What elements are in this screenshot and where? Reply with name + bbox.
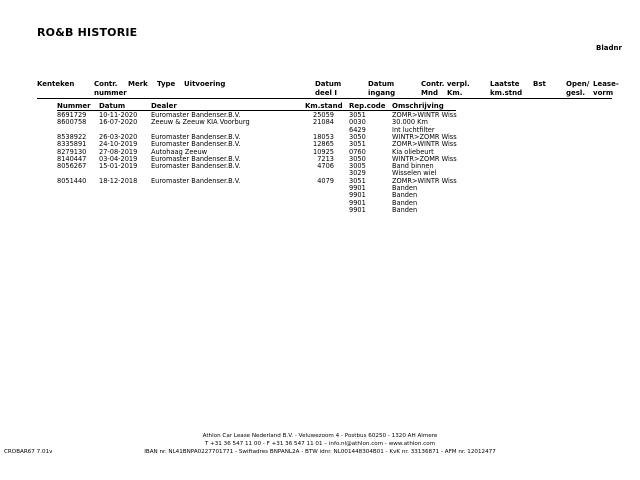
cell-datum: 24-10-2019 [99, 140, 138, 149]
header-uitvoering [184, 80, 225, 89]
header-datum_deel [315, 80, 341, 98]
cell-nummer: 8056267 [57, 162, 87, 171]
cell-km: 4706 [317, 162, 334, 171]
cell-code: 3051 [349, 111, 366, 119]
cell-dealer: Euromaster Bandenser.B.V. [151, 154, 241, 163]
header-lease [593, 80, 619, 98]
header-merk-line1: Merk [128, 80, 148, 88]
cell-dealer: Autohaag Zeeuw [151, 147, 208, 156]
header-datum_ingang [368, 80, 395, 98]
cell-nummer: 8140447 [57, 154, 87, 163]
header-divider [37, 98, 612, 99]
cell-dealer: Euromaster Bandenser.B.V. [151, 111, 241, 119]
header-type [157, 80, 175, 89]
cell-code: 0760 [349, 147, 366, 156]
cell-datum: 26-03-2020 [99, 132, 138, 141]
subheader-nummer: Nummer [57, 102, 91, 110]
cell-nummer: 8335891 [57, 140, 87, 149]
header-open-line2: gesl. [566, 89, 585, 97]
header-contr-line2: nummer [94, 89, 127, 97]
header-datum_ingang-line2: ingang [368, 89, 396, 97]
header-merk [128, 80, 148, 89]
cell-code: 3050 [349, 154, 366, 163]
cell-code: 3051 [349, 176, 366, 185]
cell-datum: 16-07-2020 [99, 118, 138, 127]
cell-omschr: Banden [392, 205, 418, 214]
cell-km: 10925 [313, 147, 334, 156]
cell-km: 25059 [313, 111, 334, 119]
cell-omschr: Banden [392, 191, 418, 200]
header-laatste [490, 80, 522, 98]
cell-omschr: WINTR>ZOMR Wiss [392, 132, 457, 141]
header-lease-line1: Lease- [593, 80, 619, 88]
cell-km: 18053 [313, 132, 334, 141]
cell-km: 12865 [313, 140, 334, 149]
header-km-line1 [447, 80, 462, 89]
cell-omschr: Wisselen wiel [392, 169, 437, 178]
subheader-repcode: Rep.code [349, 102, 386, 110]
cell-code: 6429 [349, 125, 366, 134]
cell-dealer: Euromaster Bandenser.B.V. [151, 132, 241, 141]
cell-omschr: Banden [392, 184, 418, 192]
header-mnd [421, 80, 438, 98]
cell-dealer: Euromaster Bandenser.B.V. [151, 176, 241, 185]
page-number-label: Bladnr [596, 44, 622, 52]
cell-nummer: 8051440 [57, 176, 87, 185]
cell-datum: 18-12-2018 [99, 176, 138, 185]
cell-omschr: Int luchtfilter [392, 125, 435, 134]
report-title: RO&B HISTORIE [37, 26, 138, 39]
cell-nummer: 8691729 [57, 111, 87, 119]
cell-nummer: 8538922 [57, 132, 87, 141]
header-open-line1: Open/ [566, 80, 590, 88]
footer-address: Athlon Car Lease Nederland B.V. - Veluwezoom 4 - Postbus 60250 - 1320 AH Almere [202, 433, 438, 439]
header-uitvoering-line1: Uitvoering [184, 80, 226, 88]
cell-km: 4079 [317, 176, 334, 185]
header-kenteken [37, 80, 74, 89]
header-laatste-line1: Laatste [490, 80, 520, 88]
cell-datum: 15-01-2019 [99, 162, 138, 171]
subheader-omschrijving: Omschrijving [392, 102, 444, 110]
header-contr-line1: Contr. [94, 80, 118, 88]
cell-omschr: Kia oliebeurt [392, 147, 434, 156]
cell-datum: 27-08-2019 [99, 147, 138, 156]
cell-code: 3005 [349, 162, 366, 171]
cell-dealer: Euromaster Bandenser.B.V. [151, 162, 241, 171]
header-km-line2: Km. [447, 89, 463, 97]
cell-omschr: ZOMR>WINTR Wiss [392, 176, 457, 185]
header-datum_deel-line1: Datum [315, 80, 342, 88]
header-laatste-line2: km.stnd [490, 89, 523, 97]
header-mnd-line1 [421, 80, 438, 89]
cell-code: 3051 [349, 140, 366, 149]
cell-code: 3029 [349, 169, 366, 178]
cell-omschr: Band binnen [392, 162, 434, 171]
cell-dealer: Euromaster Bandenser.B.V. [151, 140, 241, 149]
header-bst [533, 80, 546, 89]
header-lease-line2: vorm [593, 89, 614, 97]
header-kenteken-line1: Kenteken [37, 80, 75, 88]
cell-omschr: ZOMR>WINTR Wiss [392, 111, 457, 119]
header-type-line1: Type [157, 80, 176, 88]
cell-datum: 03-04-2019 [99, 154, 138, 163]
form-version: CROBAR67 7.01v [4, 449, 53, 455]
cell-omschr: ZOMR>WINTR Wiss [392, 140, 457, 149]
cell-code: 9901 [349, 198, 366, 207]
cell-code: 0030 [349, 118, 366, 127]
subheader-kmstand: Km.stand [305, 102, 343, 110]
cell-nummer: 8600758 [57, 118, 87, 127]
subheader-dealer: Dealer [151, 102, 177, 110]
header-contr [94, 80, 127, 98]
cell-code: 9901 [349, 191, 366, 200]
header-open [566, 80, 589, 98]
cell-code: 3050 [349, 132, 366, 141]
header-datum_deel-line2: deel I [315, 89, 337, 97]
header-bst-line1: Bst [533, 80, 546, 88]
cell-omschr: Banden [392, 198, 418, 207]
cell-code: 9901 [349, 205, 366, 214]
subheader-datum: Datum [99, 102, 126, 110]
header-contr_verpl-line1: Contr. verpl. [421, 80, 470, 88]
cell-dealer: Zeeuw & Zeeuw KIA Voorburg [151, 118, 250, 127]
footer-registration: IBAN nr. NL41BNPA0227701771 - Swiftadres BNPANL2A - BTW idnr. NL001448304B01 - KvK nr. 33136871 - AFM nr. 12012477 [144, 449, 496, 455]
cell-km: 7213 [317, 154, 334, 163]
header-datum_ingang-line1: Datum [368, 80, 395, 88]
cell-code: 9901 [349, 184, 366, 192]
cell-datum: 10-11-2020 [99, 111, 138, 119]
footer-contact: T +31 36 547 11 00 - F +31 36 547 11 01 – info.nl@athlon.com - www.athlon.com [204, 441, 436, 447]
cell-omschr: WINTR>ZOMR Wiss [392, 154, 457, 163]
header-km [447, 80, 462, 98]
cell-nummer: 8279130 [57, 147, 87, 156]
header-mnd-line2: Mnd [421, 89, 438, 97]
cell-km: 21084 [313, 118, 334, 127]
cell-omschr: 30.000 Km [392, 118, 428, 127]
